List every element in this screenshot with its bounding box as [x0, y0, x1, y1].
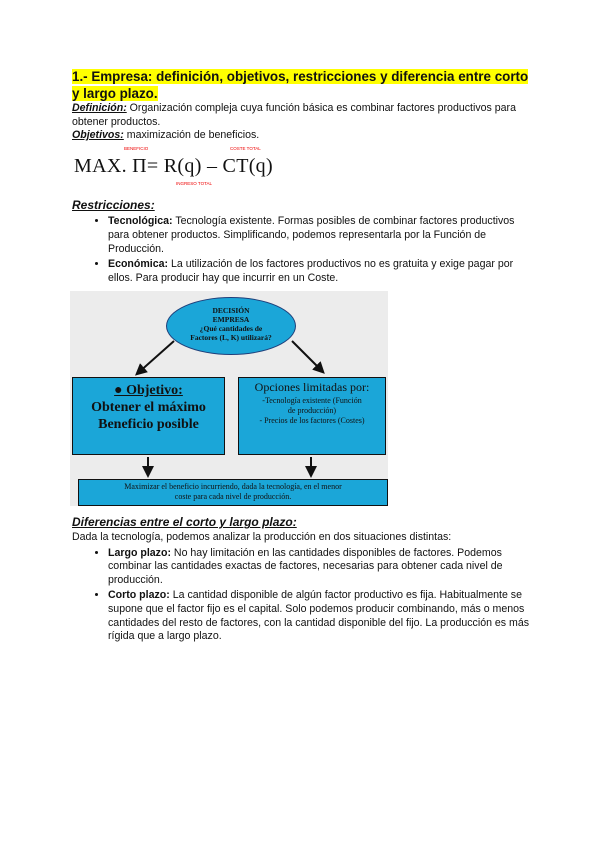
objectives-text: maximización de beneficios. [123, 129, 260, 142]
formula-tag-ingreso-total: INGRESO TOTAL [176, 180, 213, 186]
arrow-to-options [292, 341, 322, 371]
formula-expression: MAX. Π= R(q) – CT(q) [74, 154, 273, 177]
ellipse-line: EMPRESA [212, 315, 250, 325]
ellipse-line: DECISIÓN [212, 306, 250, 316]
definition-paragraph [72, 102, 532, 129]
title-highlight: 1.- Empresa: definición, objetivos, restricciones y diferencia entre corto y largo plazo. [72, 69, 529, 101]
restrictions-label: Restricciones: [72, 197, 155, 212]
differences-label: Diferencias entre el corto y largo plazo: [72, 515, 297, 530]
restrictions-heading [72, 199, 532, 214]
objective-line: Obtener el máximo [91, 400, 206, 416]
list-item-text: No hay limitación en las cantidades disponibles de factores. Podemos combinar las cantidades exactas de factores, necesarias para obtener cada nivel de producción. [108, 546, 503, 586]
objective-line: Beneficio posible [98, 417, 199, 433]
objectives-paragraph [72, 129, 532, 143]
arrow-to-objective [138, 341, 174, 373]
list-item [108, 589, 532, 643]
section-title [72, 68, 532, 102]
conclusion-line: coste para cada nivel de producción. [174, 492, 292, 502]
ellipse-line: Factores (L, K) utilizará? [190, 333, 272, 343]
objective-heading: ● Objetivo: [114, 383, 183, 399]
list-item-text: La cantidad disponible de algún factor productivo es fija. Habitualmente se supone que el factor fijo es el capital. Solo podemos producir combinando, más o menos cantidades del resto de factores, con la cantidad disponible del fijo. La producción es más rígida que a largo plazo. [108, 589, 530, 643]
options-box [238, 377, 386, 455]
list-item-term: Económica: [108, 258, 169, 271]
differences-intro: Dada la tecnología, podemos analizar la producción en dos situaciones distintas: [72, 530, 452, 543]
profit-formula [72, 145, 532, 197]
options-line: -Tecnología existente (Función [262, 396, 362, 406]
decision-diagram [70, 291, 388, 506]
options-line: de producción) [287, 406, 337, 416]
options-heading: Opciones limitadas por: [254, 380, 370, 395]
formula-tag-beneficio: BENEFICIO [124, 145, 149, 151]
definition-label: Definición: [72, 102, 127, 114]
list-item [108, 258, 532, 285]
list-item [108, 215, 532, 256]
conclusion-line: Maximizar el beneficio incurriendo, dada la tecnología, en el menor [124, 482, 342, 492]
list-item-term: Tecnológica: [108, 215, 173, 228]
list-item-term: Corto plazo: [108, 589, 170, 602]
differences-heading [72, 516, 532, 531]
objectives-label: Objetivos: [72, 129, 124, 142]
list-item [108, 547, 532, 588]
formula-tag-coste-total: COSTE TOTAL [230, 145, 261, 151]
ellipse-line: ¿Qué cantidades de [199, 324, 263, 334]
differences-list [72, 547, 532, 644]
definition-text: Organización compleja cuya función básica es combinar factores productivos para obtener productos. [72, 102, 516, 128]
options-line: - Precios de los factores (Costes) [259, 416, 365, 426]
conclusion-box [78, 479, 388, 506]
list-item-term: Largo plazo: [108, 546, 171, 559]
document-page [72, 68, 532, 646]
decision-ellipse [166, 297, 296, 355]
restrictions-list [72, 215, 532, 285]
list-item-text: La utilización de los factores productivos no es gratuita y exige pagar por ellos. Para producir hay que incurrir en un Coste. [108, 258, 514, 284]
objective-box [72, 377, 225, 455]
list-item-text: Tecnología existente. Formas posibles de combinar factores productivos para obtener productos. Simplificando, podemos representarla por la Función de Producción. [108, 215, 515, 255]
